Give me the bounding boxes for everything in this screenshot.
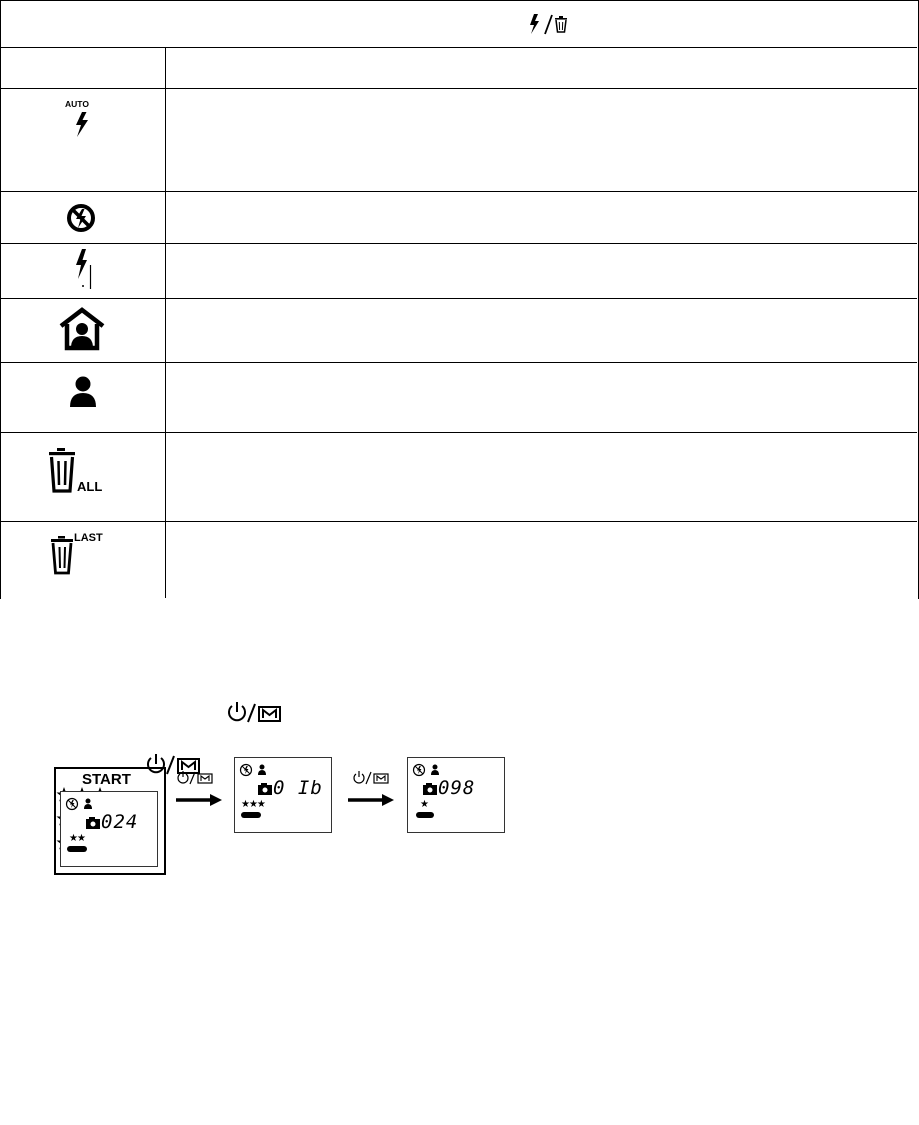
lcd-screen: [407, 757, 505, 833]
auto-label: AUTO: [65, 99, 89, 109]
quality-stars: ★: [420, 799, 429, 810]
flash-on-icon: [70, 246, 100, 292]
lcd-screen: [60, 791, 158, 867]
table-divider: [0, 88, 917, 89]
battery-icon: [67, 846, 87, 852]
flash-off-icon: [412, 762, 442, 778]
start-label: START: [82, 771, 131, 788]
power-mode-icon: [176, 770, 216, 786]
delete-last-icon: [50, 530, 130, 580]
shot-count: 098: [438, 777, 476, 799]
lcd-screen: [234, 757, 332, 833]
table-divider: [0, 191, 917, 192]
indoor-portrait-icon: [59, 306, 105, 352]
auto-flash-icon: [63, 98, 103, 140]
camera-icon: [257, 782, 273, 796]
flash-off-icon: [239, 762, 269, 778]
flash-off-icon: [65, 202, 97, 234]
shot-count: 024: [101, 811, 139, 833]
table-divider: [0, 432, 917, 433]
camera-icon: [422, 782, 438, 796]
power-mode-icon: [226, 700, 284, 726]
table-divider: [0, 298, 917, 299]
all-label: ALL: [77, 479, 103, 494]
arrow-right-icon: [174, 792, 224, 808]
battery-icon: [416, 812, 434, 818]
table-divider: [0, 521, 917, 522]
table-column-divider: [165, 47, 166, 598]
delete-all-icon: [48, 446, 128, 498]
flash-delete-icon: [525, 12, 585, 36]
flash-off-icon: [65, 796, 95, 812]
camera-icon: [85, 816, 101, 830]
table-divider: [0, 47, 917, 48]
last-label: LAST: [74, 532, 103, 544]
table-divider: [0, 362, 917, 363]
portrait-icon: [68, 374, 98, 410]
arrow-right-icon: [346, 792, 396, 808]
quality-stars: ★★: [69, 833, 85, 844]
shot-count: 0 Ib: [273, 777, 323, 799]
start-screen-frame: [54, 767, 166, 875]
power-mode-icon: [352, 770, 392, 786]
table-divider: [0, 243, 917, 244]
battery-icon: [241, 812, 261, 818]
quality-stars: ★★★: [241, 799, 265, 810]
